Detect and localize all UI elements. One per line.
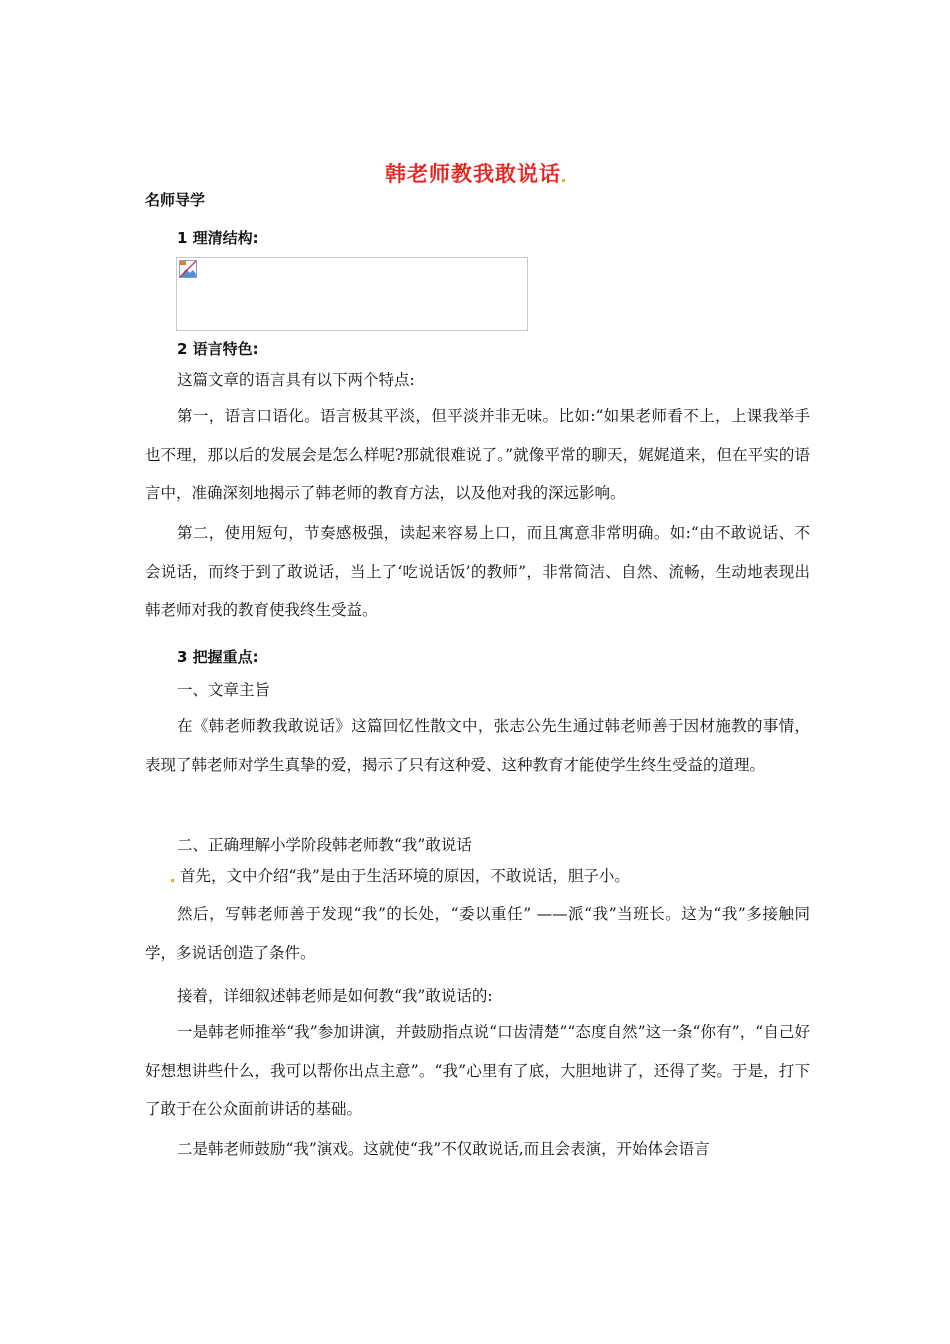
format-mark bbox=[171, 879, 174, 882]
title-text: 韩老师教我敢说话 bbox=[385, 162, 561, 186]
paragraph-first-feature: 第一，语言口语化。语言极其平淡，但平淡并非无味。比如:“如果老师看不上，上课我举手也不理，那以后的发展会是怎么样呢?那就很难说了。”就像平常的聊天，娓娓道来，但在平实的语言中，准确深刻地揭示了韩老师的教育方法，以及他对我的深远影响。 bbox=[145, 407, 810, 502]
paragraph-next: 接着，详细叙述韩老师是如何教“我”敢说话的: bbox=[177, 987, 493, 1005]
section-label: 名师导学 bbox=[145, 191, 206, 209]
paragraph-point-two: 二是韩老师鼓励“我”演戏。这就使“我”不仅敢说话,而且会表演，开始体会语言 bbox=[177, 1140, 710, 1158]
subheading-understand: 二、正确理解小学阶段韩老师教“我”敢说话 bbox=[177, 836, 472, 854]
paragraph-then: 然后，写韩老师善于发现“我”的长处，“委以重任” ——派“我”当班长。这为“我”多接触同学，多说话创造了条件。 bbox=[145, 905, 810, 962]
format-mark bbox=[562, 179, 565, 182]
page-title bbox=[0, 158, 950, 188]
subheading-theme: 一、文章主旨 bbox=[177, 681, 271, 699]
heading-language: 2 语言特色: bbox=[177, 340, 259, 358]
broken-image-icon bbox=[179, 260, 197, 278]
paragraph-second-feature: 第二，使用短句，节奏感极强，读起来容易上口，而且寓意非常明确。如:“由不敢说话、不会说话，而终于到了敢说话，当上了‘吃说话饭’的教师”，非常简洁、自然、流畅，生动地表现出韩老师对我的教育使我终生受益。 bbox=[145, 524, 810, 619]
heading-structure: 1 理清结构: bbox=[177, 229, 259, 247]
paragraph-intro: 这篇文章的语言具有以下两个特点: bbox=[177, 371, 415, 389]
paragraph-theme: 在《韩老师教我敢说话》这篇回忆性散文中，张志公先生通过韩老师善于因材施教的事情，表现了韩老师对学生真挚的爱，揭示了只有这种爱、这种教育才能使学生终生受益的道理。 bbox=[145, 717, 810, 774]
paragraph-firstly bbox=[170, 864, 630, 886]
structure-image-frame bbox=[176, 257, 528, 331]
paragraph-firstly-text: 首先，文中介绍“我”是由于生活环境的原因，不敢说话，胆子小。 bbox=[180, 867, 630, 885]
paragraph-point-one: 一是韩老师推举“我”参加讲演，并鼓励指点说“口齿清楚”“态度自然”这一条“你有”，“自己好好想想讲些什么，我可以帮你出点主意”。“我”心里有了底，大胆地讲了，还得了奖。于是，打下了敢于在公众面前讲话的基础。 bbox=[145, 1023, 810, 1118]
heading-key-points: 3 把握重点: bbox=[177, 648, 259, 666]
